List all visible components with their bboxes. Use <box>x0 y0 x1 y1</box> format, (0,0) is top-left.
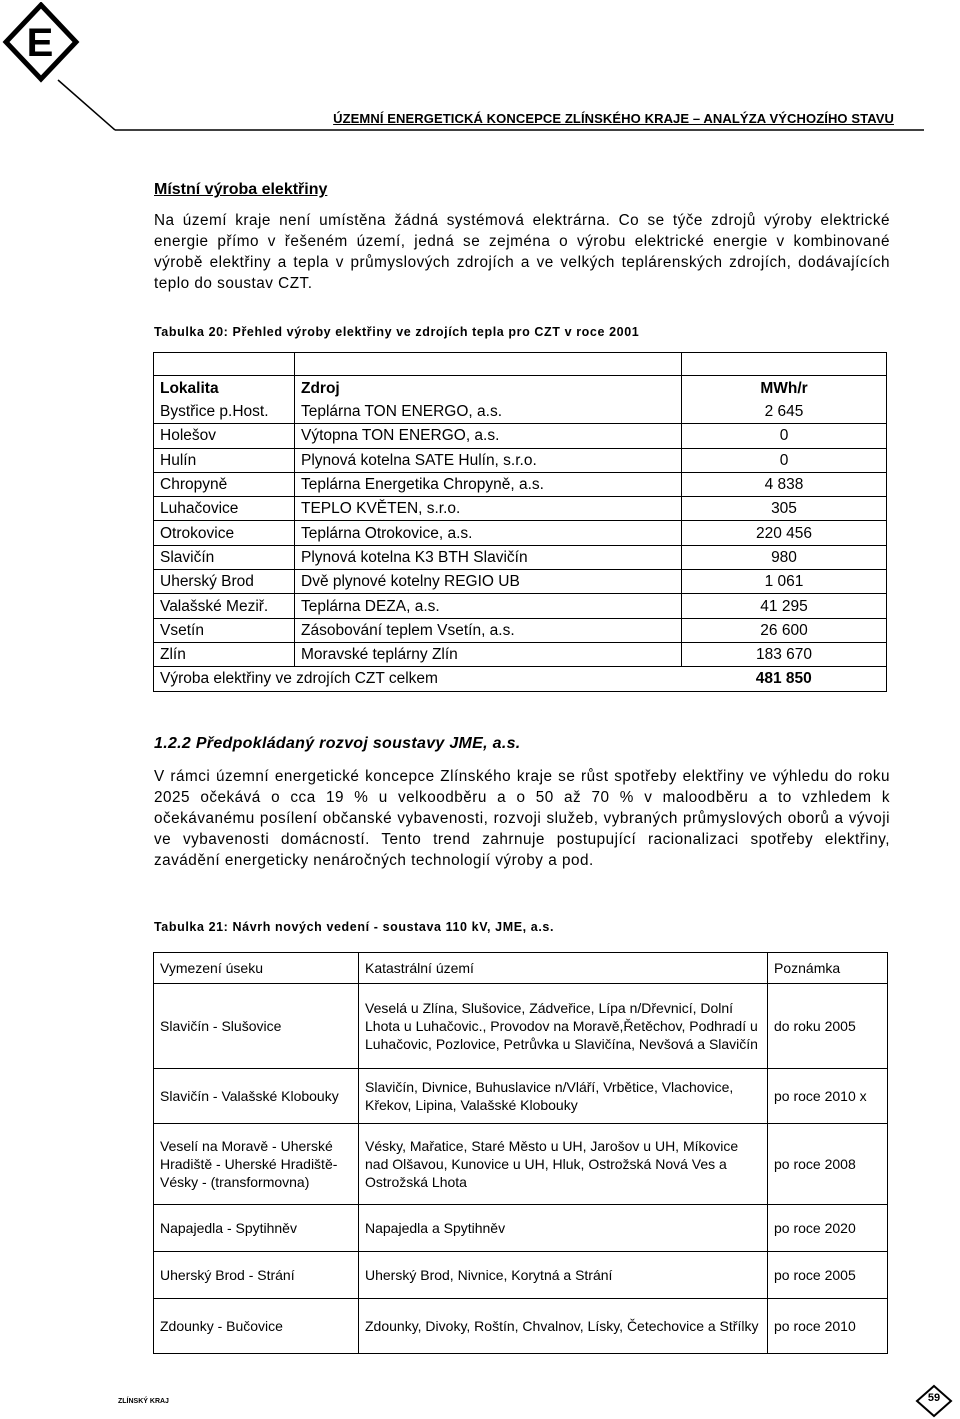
table20 <box>153 352 887 692</box>
table20-cell: Plynová kotelna SATE Hulín, s.r.o. <box>295 448 682 472</box>
table21-row <box>154 1252 888 1299</box>
table20-cell: Zásobování teplem Vsetín, a.s. <box>295 618 682 642</box>
table20-cell: 305 <box>682 497 887 521</box>
table21-header-row <box>154 953 888 984</box>
table20-cell: Plynová kotelna K3 BTH Slavičín <box>295 545 682 569</box>
table21-cell: Uherský Brod - Strání <box>154 1252 359 1299</box>
table20-total-value: 481 850 <box>682 667 887 691</box>
table21-cell: po roce 2008 <box>768 1124 888 1205</box>
table20-header-cell: Lokalita <box>154 376 295 401</box>
table21-row <box>154 984 888 1069</box>
table21-cell: Veselá u Zlína, Slušovice, Zádveřice, Lípa n/Dřevnicí, Dolní Lhota u Luhačovic., Provodov na Moravě,Řetěchov, Podhradí u Luhačovic, Pozlovice, Petrůvka u Slavičína, Nevšová a Slavičín <box>359 984 768 1069</box>
table20-row <box>154 448 887 472</box>
table20-row <box>154 594 887 618</box>
table20-cell: Zlín <box>154 642 295 666</box>
subsection-paragraph: V rámci územní energetické koncepce Zlínského kraje se růst spotřeby elektřiny ve výhledu do roku 2025 očekává o cca 19 % u velkoodběru a o 50 až 70 % v maloodběru a to vzhledem k očekávanému posílení občanské vybavenosti, rozvoji služeb, vybraných průmyslových oborů a vývoji ve vybavenosti domácností. Tento trend zahrnuje postupující racionalizaci spotřeby elektřiny, zavádění energeticky nenáročných technologií výroby a pod. <box>154 768 890 869</box>
table20-row <box>154 400 887 424</box>
table20-cell: 1 061 <box>682 570 887 594</box>
table20-cell: Teplárna Otrokovice, a.s. <box>295 521 682 545</box>
table21-cell: Slavičín - Slušovice <box>154 984 359 1069</box>
table21-cell: Zdounky - Bučovice <box>154 1299 359 1354</box>
table20-row <box>154 570 887 594</box>
section-title: Místní výroba elektřiny <box>154 181 328 198</box>
table20-cell: 26 600 <box>682 618 887 642</box>
table20-cell: Moravské teplárny Zlín <box>295 642 682 666</box>
table21-row <box>154 1299 888 1354</box>
table20-cell: Výtopna TON ENERGO, a.s. <box>295 424 682 448</box>
logo-letter: E <box>26 21 54 65</box>
table21-cell: po roce 2020 <box>768 1205 888 1252</box>
table20-cell: 2 645 <box>682 400 887 424</box>
table21-header-cell: Vymezení úseku <box>154 953 359 984</box>
table21-cell: po roce 2005 <box>768 1252 888 1299</box>
table21-row <box>154 1205 888 1252</box>
table20-cell: Dvě plynové kotelny REGIO UB <box>295 570 682 594</box>
table20-total-row <box>154 667 887 691</box>
table20-cell: Hulín <box>154 448 295 472</box>
table20-cell: Bystřice p.Host. <box>154 400 295 424</box>
table20-row <box>154 618 887 642</box>
table20-total-label: Výroba elektřiny ve zdrojích CZT celkem <box>154 667 682 691</box>
table20-cell: 980 <box>682 545 887 569</box>
footer-label: ZLÍNSKÝ KRAJ <box>118 1398 169 1405</box>
subsection-title: 1.2.2 Předpokládaný rozvoj soustavy JME, a.s. <box>154 735 521 752</box>
table21 <box>153 952 888 1354</box>
table20-header-cell: MWh/r <box>760 379 808 397</box>
table20-cell: Teplárna TON ENERGO, a.s. <box>295 400 682 424</box>
table20-row <box>154 497 887 521</box>
table20-caption: Tabulka 20: Přehled výroby elektřiny ve zdrojích tepla pro CZT v roce 2001 <box>154 325 640 339</box>
table20-cell: 0 <box>682 448 887 472</box>
table20-cell: Uherský Brod <box>154 570 295 594</box>
table21-cell: Veselí na Moravě - Uherské Hradiště - Uherské Hradiště- Vésky - (transformovna) <box>154 1124 359 1205</box>
table20-row <box>154 424 887 448</box>
table21-cell: Napajedla - Spytihněv <box>154 1205 359 1252</box>
table20-cell: Teplárna DEZA, a.s. <box>295 594 682 618</box>
table21-row <box>154 1069 888 1124</box>
table20-cell: 4 838 <box>682 472 887 496</box>
table20-header-row <box>154 376 887 401</box>
header-title: ÚZEMNÍ ENERGETICKÁ KONCEPCE ZLÍNSKÉHO KRAJE – ANALÝZA VÝCHOZÍHO STAVU <box>333 111 894 126</box>
table20-cell: 183 670 <box>682 642 887 666</box>
section-paragraph: Na území kraje není umístěna žádná systémová elektrárna. Co se týče zdrojů výroby elektrické energie přímo v řešeném území, jedná se zejména o výrobu elektrické energie v kombinované výrobě elektřiny a tepla v průmyslových zdrojích a ve velkých teplárenských zdrojích, dodávajících teplo do soustav CZT. <box>154 212 890 292</box>
table21-header-cell: Katastrální území <box>359 953 768 984</box>
table20-cell: 0 <box>682 424 887 448</box>
table20-cell: Vsetín <box>154 618 295 642</box>
table20-cell: Valašské Meziř. <box>154 594 295 618</box>
table20-row <box>154 521 887 545</box>
table20-cell: Holešov <box>154 424 295 448</box>
table20-cell: Teplárna Energetika Chropyně, a.s. <box>295 472 682 496</box>
table20-header-cell: Zdroj <box>295 376 682 401</box>
table21-caption: Tabulka 21: Návrh nových vedení - soustava 110 kV, JME, a.s. <box>154 920 555 934</box>
table21-row <box>154 1124 888 1205</box>
table21-cell: Slavičín - Valašské Klobouky <box>154 1069 359 1124</box>
table21-cell: po roce 2010 x <box>768 1069 888 1124</box>
table21-cell: Slavičín, Divnice, Buhuslavice n/Vláří, Vrbětice, Vlachovice, Křekov, Lipina, Valašské Klobouky <box>359 1069 768 1124</box>
table20-row <box>154 545 887 569</box>
table21-cell: Zdounky, Divoky, Roštín, Chvalnov, Lísky, Četechovice a Střílky <box>359 1299 768 1354</box>
table21-cell: po roce 2010 <box>768 1299 888 1354</box>
table21-header-cell: Poznámka <box>768 953 888 984</box>
table20-row <box>154 472 887 496</box>
table20-cell: TEPLO KVĚTEN, s.r.o. <box>295 497 682 521</box>
table20-row <box>154 642 887 666</box>
table20-cell: Slavičín <box>154 545 295 569</box>
table20-cell: Luhačovice <box>154 497 295 521</box>
table21-cell: Vésky, Mařatice, Staré Město u UH, Jarošov u UH, Míkovice nad Olšavou, Kunovice u UH, Hluk, Ostrožská Nová Ves a Ostrožská Lhota <box>359 1124 768 1205</box>
table20-cell: 220 456 <box>682 521 887 545</box>
table21-cell: Napajedla a Spytihněv <box>359 1205 768 1252</box>
table21-cell: do roku 2005 <box>768 984 888 1069</box>
table21-cell: Uherský Brod, Nivnice, Korytná a Strání <box>359 1252 768 1299</box>
table20-cell: Chropyně <box>154 472 295 496</box>
table20-cell: Otrokovice <box>154 521 295 545</box>
table20-cell: 41 295 <box>682 594 887 618</box>
page-number: 59 <box>927 1392 941 1404</box>
